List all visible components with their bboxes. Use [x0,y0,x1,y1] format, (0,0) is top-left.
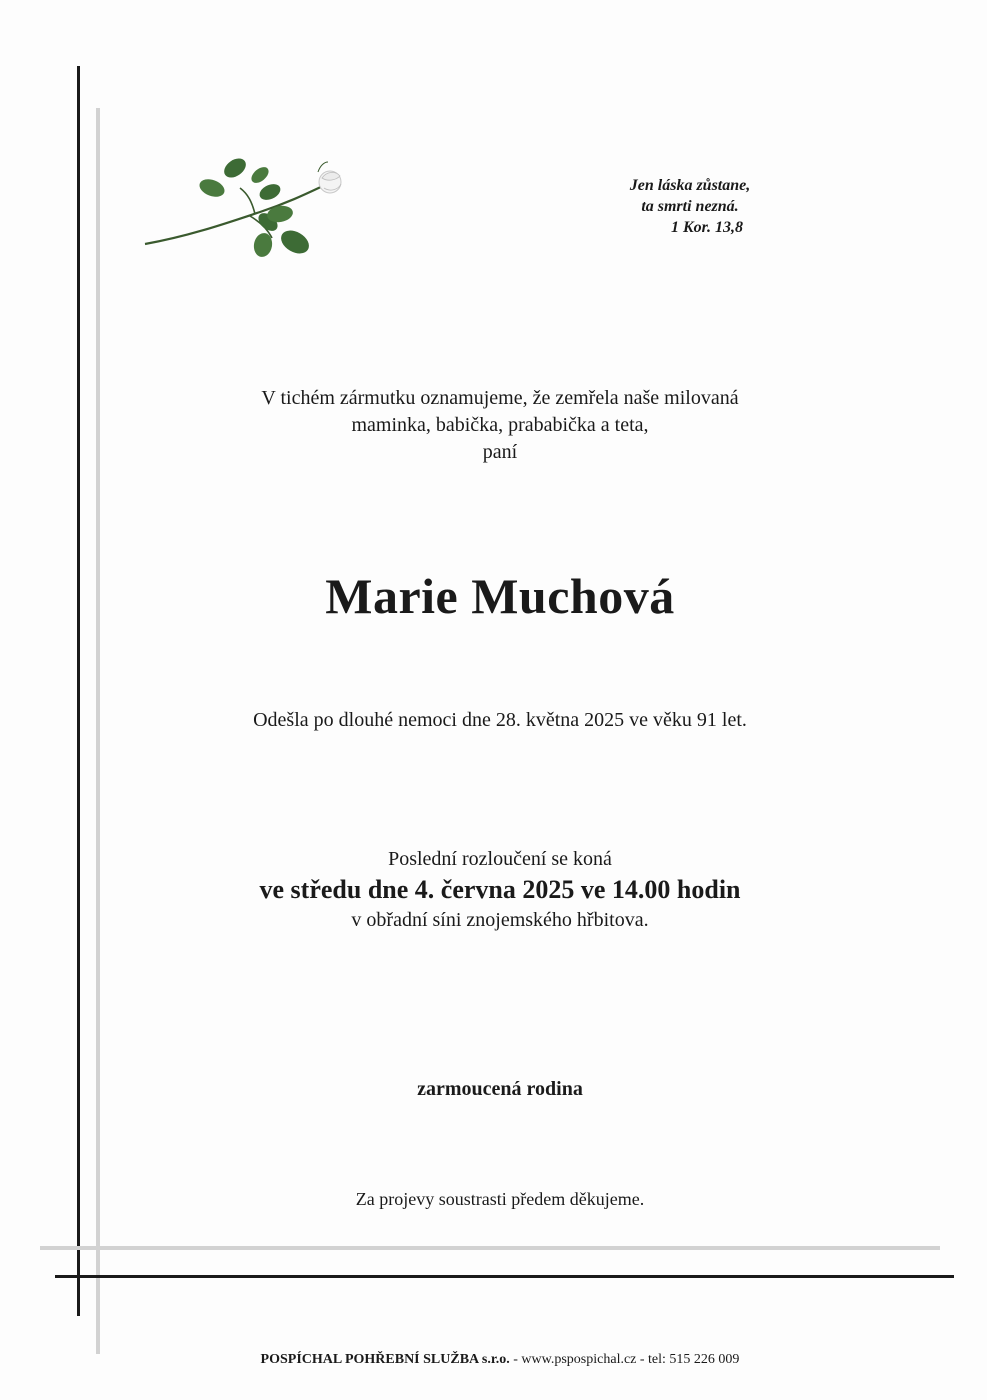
farewell-line-1: Poslední rozloučení se koná [388,848,612,870]
deceased-name: Marie Muchová [325,568,675,624]
frame-horizontal-gray-line [40,1246,940,1250]
quote-reference: 1 Kor. 13,8 [670,219,743,236]
frame-horizontal-black-line [55,1275,954,1278]
bible-quote [560,175,820,238]
quote-line-2: ta smrti nezná. [641,198,739,215]
intro-line-3: paní [482,441,518,463]
intro-line-1: V tichém zármutku oznamujeme, že zemřela naše milovaná [261,387,739,409]
frame-vertical-black-line [77,66,80,1316]
announcement-intro [100,385,900,466]
farewell-date: ve středu dne 4. června 2025 ve 14.00 hodin [259,875,741,904]
footer [100,1351,900,1369]
intro-line-2: maminka, babička, prababička a teta, [351,414,649,436]
death-statement: Odešla po dlouhé nemoci dne 28. května 2025 ve věku 91 let. [253,709,747,731]
farewell-location: v obřadní síni znojemského hřbitova. [351,909,649,931]
quote-line-1: Jen láska zůstane, [629,177,751,194]
farewell-info [100,845,900,935]
footer-company: POSPÍCHAL POHŘEBNÍ SLUŽBA s.r.o. [260,1352,510,1367]
family-signature: zarmoucená rodina [417,1078,583,1100]
footer-contact: - www.pspospichal.cz - tel: 515 226 009 [509,1352,740,1367]
thanks-note: Za projevy soustrasti předem děkujeme. [355,1189,645,1209]
rose-icon [140,150,355,260]
